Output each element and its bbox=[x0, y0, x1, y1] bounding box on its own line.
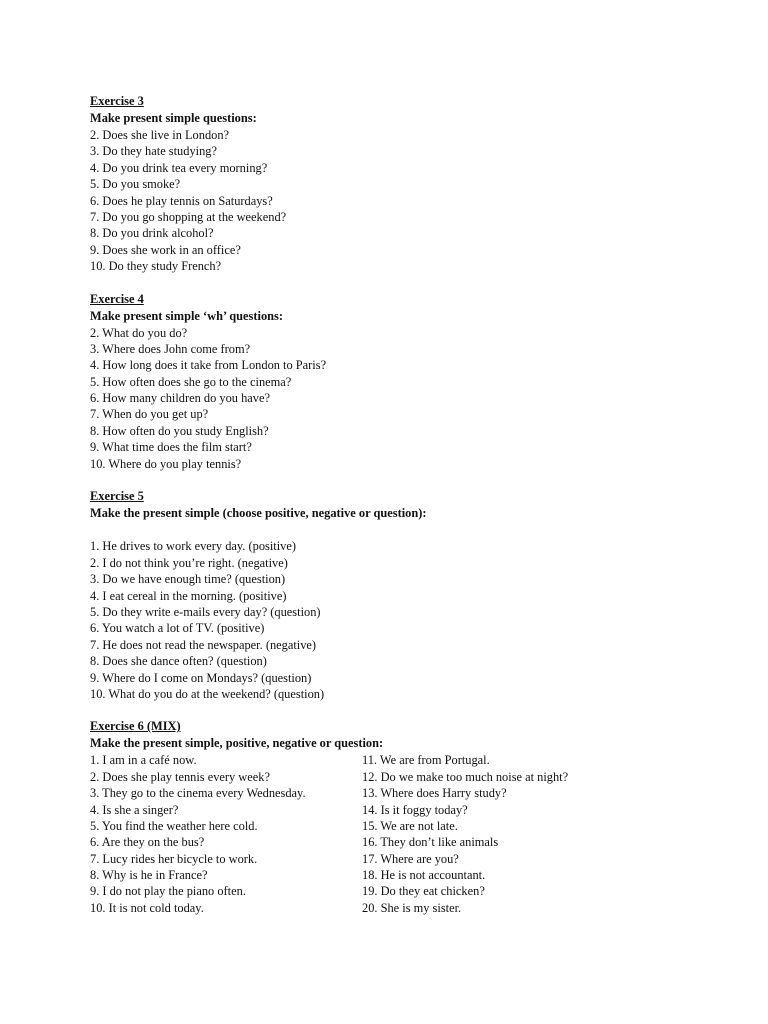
exercise-line: 6. Does he play tennis on Saturdays? bbox=[90, 193, 273, 208]
exercise-line: 9. I do not play the piano often. bbox=[90, 884, 246, 899]
exercise-line: 5. Do they write e-mails every day? (question) bbox=[90, 604, 321, 619]
exercise-line: 5. Do you smoke? bbox=[90, 177, 181, 192]
exercise-line: 6. You watch a lot of TV. (positive) bbox=[90, 621, 265, 636]
exercise-instruction: Make present simple ‘wh’ questions: bbox=[90, 308, 283, 323]
exercise-line: 7. Lucy rides her bicycle to work. bbox=[90, 851, 258, 866]
exercise-line: 4. I eat cereal in the morning. (positive) bbox=[90, 588, 287, 603]
exercise-line: 2. Does she live in London? bbox=[90, 128, 230, 142]
blank-line bbox=[90, 522, 730, 538]
exercise-3 bbox=[90, 93, 730, 275]
exercise-line: 9. What time does the film start? bbox=[90, 440, 252, 455]
exercise-line: 20. She is my sister. bbox=[362, 900, 462, 915]
exercise-line: 6. Are they on the bus? bbox=[90, 835, 205, 850]
exercise-instruction: Make the present simple, positive, negative or question: bbox=[90, 736, 384, 751]
exercise-line: 8. How often do you study English? bbox=[90, 423, 269, 438]
exercise-line: 13. Where does Harry study? bbox=[362, 786, 507, 801]
exercise-line: 2. Does she play tennis every week? bbox=[90, 769, 270, 784]
exercise-line: 10. Do they study French? bbox=[90, 259, 222, 274]
exercise-line: 17. Where are you? bbox=[362, 851, 459, 866]
exercise-instruction: Make the present simple (choose positive, negative or question): bbox=[90, 506, 427, 521]
exercise-line: 15. We are not late. bbox=[362, 818, 458, 833]
section-spacer bbox=[90, 275, 730, 291]
exercise-line: 3. Do we have enough time? (question) bbox=[90, 572, 286, 587]
exercise-line: 3. Do they hate studying? bbox=[90, 144, 217, 159]
exercise-line: 8. Does she dance often? (question) bbox=[90, 654, 267, 669]
exercise-title: Exercise 5 bbox=[90, 489, 144, 504]
exercise-6 bbox=[90, 718, 730, 916]
exercise-line: 7. Do you go shopping at the weekend? bbox=[90, 209, 287, 224]
worksheet-page bbox=[90, 93, 730, 916]
exercise-line: 4. Is she a singer? bbox=[90, 802, 179, 817]
exercise-line: 4. How long does it take from London to Paris? bbox=[90, 358, 327, 373]
exercise-line: 19. Do they eat chicken? bbox=[362, 884, 485, 899]
exercise-line: 18. He is not accountant. bbox=[362, 868, 486, 883]
exercise-line: 10. Where do you play tennis? bbox=[90, 456, 242, 471]
exercise-line: 2. I do not think you’re right. (negative) bbox=[90, 555, 288, 570]
left-column bbox=[90, 752, 362, 916]
exercise-line: 10. It is not cold today. bbox=[90, 900, 204, 915]
exercise-line: 14. Is it foggy today? bbox=[362, 802, 468, 817]
exercise-line: 3. Where does John come from? bbox=[90, 341, 251, 356]
exercise-line: 7. He does not read the newspaper. (negative) bbox=[90, 637, 317, 652]
two-column-list bbox=[90, 752, 730, 916]
exercise-line: 5. You find the weather here cold. bbox=[90, 818, 258, 833]
exercise-line: 10. What do you do at the weekend? (question) bbox=[90, 686, 325, 701]
exercise-line: 9. Does she work in an office? bbox=[90, 242, 241, 257]
section-spacer bbox=[90, 702, 730, 718]
exercise-line: 11. We are from Portugal. bbox=[362, 753, 490, 768]
exercise-line: 7. When do you get up? bbox=[90, 407, 209, 422]
exercise-5 bbox=[90, 488, 730, 702]
exercise-title: Exercise 4 bbox=[90, 291, 144, 306]
section-spacer bbox=[90, 472, 730, 488]
exercise-line: 1. He drives to work every day. (positive) bbox=[90, 539, 296, 554]
exercise-line: 4. Do you drink tea every morning? bbox=[90, 160, 268, 175]
exercise-line: 3. They go to the cinema every Wednesday. bbox=[90, 786, 306, 801]
exercise-instruction: Make present simple questions: bbox=[90, 111, 257, 125]
exercise-line: 9. Where do I come on Mondays? (question) bbox=[90, 670, 312, 685]
exercise-line: 8. Why is he in France? bbox=[90, 868, 208, 883]
exercise-line: 1. I am in a café now. bbox=[90, 753, 197, 768]
exercise-line: 8. Do you drink alcohol? bbox=[90, 226, 214, 241]
exercise-line: 2. What do you do? bbox=[90, 325, 188, 340]
exercise-title: Exercise 3 bbox=[90, 94, 144, 108]
exercise-line: 6. How many children do you have? bbox=[90, 391, 270, 406]
exercise-line: 12. Do we make too much noise at night? bbox=[362, 769, 569, 784]
exercise-line: 16. They don’t like animals bbox=[362, 835, 499, 850]
exercise-line: 5. How often does she go to the cinema? bbox=[90, 374, 292, 389]
right-column bbox=[362, 752, 692, 916]
exercise-4 bbox=[90, 291, 730, 473]
exercise-title: Exercise 6 (MIX) bbox=[90, 719, 181, 734]
